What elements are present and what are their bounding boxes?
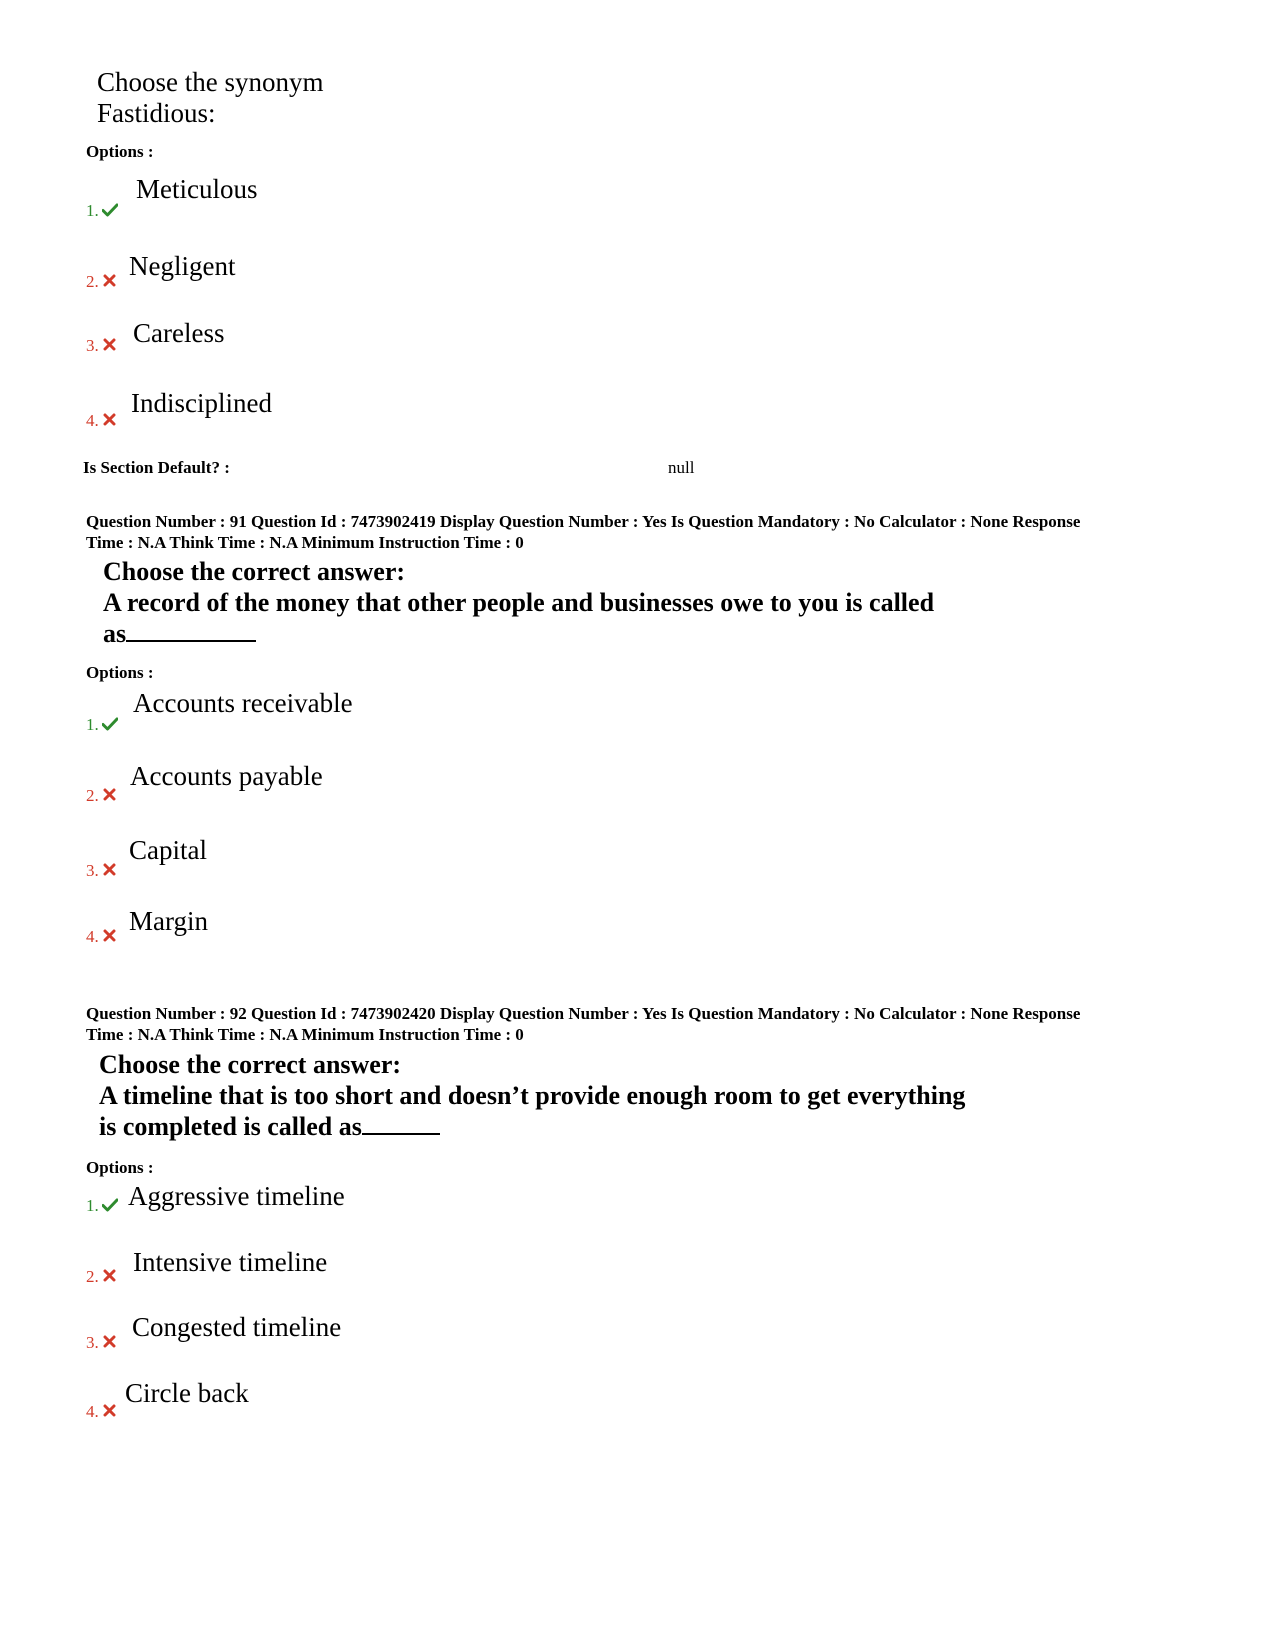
option-number: 2. [86, 786, 99, 805]
check-icon [102, 203, 118, 217]
question-text-end [103, 618, 256, 649]
option-text: Negligent [129, 251, 236, 281]
option-text: Capital [129, 835, 207, 865]
cross-icon [102, 274, 118, 288]
answer-blank [126, 618, 256, 642]
question-prompt: Choose the correct answer: [99, 1050, 402, 1079]
option-marker [86, 411, 118, 431]
option-number: 1. [86, 1196, 99, 1215]
question-word: Fastidious: [97, 98, 216, 128]
option-number: 4. [86, 411, 99, 430]
option-text: Accounts payable [130, 761, 323, 791]
option-marker [86, 861, 118, 881]
option-marker [86, 715, 118, 735]
option-text: Meticulous [136, 174, 258, 204]
question-text: A timeline that is too short and doesn’t provide enough room to get everything [99, 1081, 966, 1110]
question-text: A record of the money that other people and businesses owe to you is called [103, 588, 935, 617]
question-meta [86, 511, 1196, 553]
option-text: Circle back [125, 1378, 249, 1408]
section-default-label: Is Section Default? : [83, 458, 230, 477]
cross-icon [102, 1404, 118, 1418]
option-marker [86, 1196, 118, 1216]
answer-blank [362, 1111, 440, 1135]
option-marker [86, 201, 118, 221]
option-text: Accounts receivable [133, 688, 353, 718]
question-meta-line: Time : N.A Think Time : N.A Minimum Instruction Time : 0 [86, 1025, 524, 1044]
options-label: Options : [86, 663, 154, 682]
cross-icon [102, 338, 118, 352]
option-marker [86, 1402, 118, 1422]
option-text: Indisciplined [131, 388, 272, 418]
option-text: Aggressive timeline [128, 1181, 345, 1211]
options-label: Options : [86, 1158, 154, 1177]
question-text-end [99, 1111, 440, 1142]
option-text: Intensive timeline [133, 1247, 328, 1277]
option-number: 4. [86, 1402, 99, 1421]
cross-icon [102, 413, 118, 427]
option-marker [86, 927, 118, 947]
cross-icon [102, 863, 118, 877]
question-prompt: Choose the correct answer: [103, 557, 406, 586]
option-number: 3. [86, 861, 99, 880]
option-number: 4. [86, 927, 99, 946]
option-marker [86, 272, 118, 292]
option-number: 2. [86, 1267, 99, 1286]
option-marker [86, 786, 118, 806]
option-number: 3. [86, 336, 99, 355]
section-default-value: null [668, 458, 695, 477]
option-number: 2. [86, 272, 99, 291]
question-prompt: Choose the synonym [97, 67, 324, 97]
cross-icon [102, 929, 118, 943]
cross-icon [102, 1269, 118, 1283]
options-label: Options : [86, 142, 154, 161]
option-number: 1. [86, 201, 99, 220]
option-text: Careless [133, 318, 225, 348]
option-text: Margin [129, 906, 208, 936]
question-meta-line: Question Number : 92 Question Id : 7473902420 Display Question Number : Yes Is Question Mandatory : No Calculator : None Response [86, 1004, 1081, 1023]
option-marker [86, 1267, 118, 1287]
question-text: as [103, 619, 127, 648]
option-number: 3. [86, 1333, 99, 1352]
question-text: is completed is called as [99, 1112, 362, 1141]
check-icon [102, 717, 118, 731]
question-meta-line: Time : N.A Think Time : N.A Minimum Instruction Time : 0 [86, 533, 524, 552]
option-number: 1. [86, 715, 99, 734]
question-meta-line: Question Number : 91 Question Id : 7473902419 Display Question Number : Yes Is Question Mandatory : No Calculator : None Response [86, 512, 1081, 531]
check-icon [102, 1198, 118, 1212]
cross-icon [102, 1335, 118, 1349]
question-meta [86, 1003, 1196, 1045]
cross-icon [102, 788, 118, 802]
option-text: Congested timeline [132, 1312, 342, 1342]
option-marker [86, 336, 118, 356]
option-marker [86, 1333, 118, 1353]
